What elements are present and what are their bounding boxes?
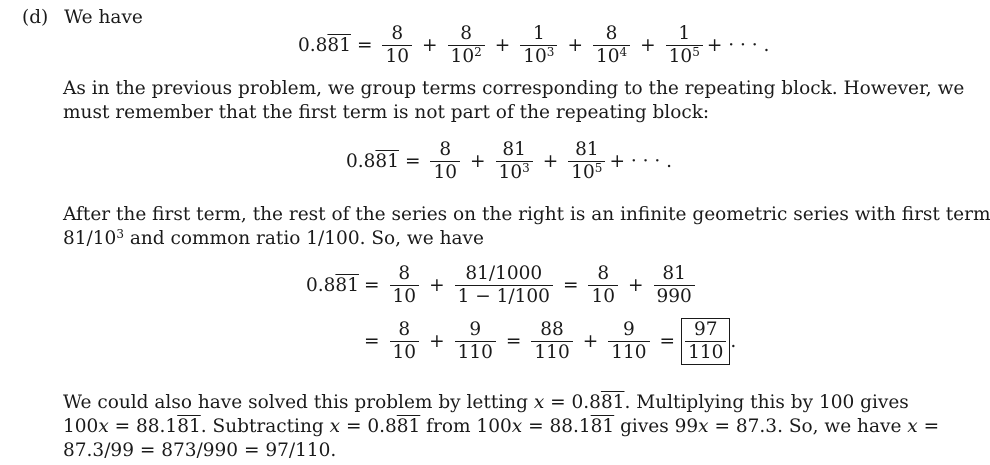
para2-line2: $81/10^3$ and common ratio 1/100. So, we have bbox=[63, 227, 484, 249]
eq2-tail: + · · · . bbox=[609, 151, 672, 172]
para3-line3: 87.3/99 = 873/990 = 97/110. bbox=[63, 440, 337, 461]
para2-line1: After the first term, the rest of the series on the right is an infinite geometric series with first term bbox=[63, 204, 990, 225]
eq3-r1-term-2: $\frac{81/1000}{1 - 1/100}$ bbox=[455, 264, 553, 307]
eq1-tail: + · · · . bbox=[706, 35, 770, 56]
para1-line1: As in the previous problem, we group terms corresponding to the repeating block. However, we bbox=[63, 78, 965, 99]
equation-2: 0.881 = $\frac{8}{10}$ + $\frac{81}{10^3}$ + $\frac{81}{10^5}$ + · · · . bbox=[346, 139, 672, 183]
para3-line1: We could also have solved this problem by letting x = 0.881. Multiplying this by 100 gives bbox=[63, 392, 909, 413]
para3-line2: 100x = 88.181. Subtracting x = 0.881 from 100x = 88.181 gives 99x = 87.3. So, we have x = bbox=[63, 416, 940, 437]
eq2-term-1: $\frac{8}{10}$ bbox=[430, 140, 460, 183]
eq3-r2-term-2: $\frac{9}{110}$ bbox=[455, 320, 496, 363]
paragraph-1 bbox=[63, 77, 965, 125]
paragraph-2 bbox=[63, 203, 990, 251]
eq1-term-3: $\frac{1}{10^3}$ bbox=[520, 24, 557, 67]
eq1-term-5: $\frac{1}{10^5}$ bbox=[666, 24, 703, 67]
equation-1: 0.881 = $\frac{8}{10}$ + $\frac{8}{10^2}$ + $\frac{1}{10^3}$ + $\frac{8}{10^4}$ + $\frac{1}{10^5}$ + · · · . bbox=[298, 23, 770, 67]
paragraph-3 bbox=[63, 391, 940, 463]
eq2-term-3: $\frac{81}{10^5}$ bbox=[568, 140, 605, 183]
eq3-r2-term-4: $\frac{9}{110}$ bbox=[608, 320, 649, 363]
part-label-text: (d) bbox=[22, 7, 49, 28]
eq1-term-2: $\frac{8}{10^2}$ bbox=[448, 24, 485, 67]
para1-line2: must remember that the first term is not part of the repeating block: bbox=[63, 102, 710, 123]
eq2-term-2: $\frac{81}{10^3}$ bbox=[496, 140, 533, 183]
intro-text: We have bbox=[64, 7, 143, 28]
equation-3-row-1: 0.881 = $\frac{8}{10}$ + $\frac{81/1000}{1 - 1/100}$ = $\frac{8}{10}$ + $\frac{81}{990}$ bbox=[306, 264, 699, 307]
eq1-term-1: $\frac{8}{10}$ bbox=[382, 24, 412, 67]
eq1-term-4: $\frac{8}{10^4}$ bbox=[593, 24, 630, 67]
eq3-lhs: 0.881 bbox=[306, 275, 359, 296]
eq3-r2-term-1: $\frac{8}{10}$ bbox=[390, 320, 420, 363]
eq1-lhs: 0.881 bbox=[298, 35, 351, 56]
eq3-r1-term-4: $\frac{81}{990}$ bbox=[654, 264, 695, 307]
eq3-r2-term-3: $\frac{88}{110}$ bbox=[531, 320, 572, 363]
boxed-answer: $\frac{97}{110}$ bbox=[681, 318, 730, 365]
eq2-lhs: 0.881 bbox=[346, 151, 399, 172]
eq3-r1-term-3: $\frac{8}{10}$ bbox=[588, 264, 618, 307]
part-label bbox=[22, 6, 143, 29]
eq3-r1-term-1: $\frac{8}{10}$ bbox=[390, 264, 420, 307]
equation-3-row-2: = $\frac{8}{10}$ + $\frac{9}{110}$ = $\frac{88}{110}$ + $\frac{9}{110}$ = $\frac{97}{110}$ . bbox=[364, 319, 737, 363]
